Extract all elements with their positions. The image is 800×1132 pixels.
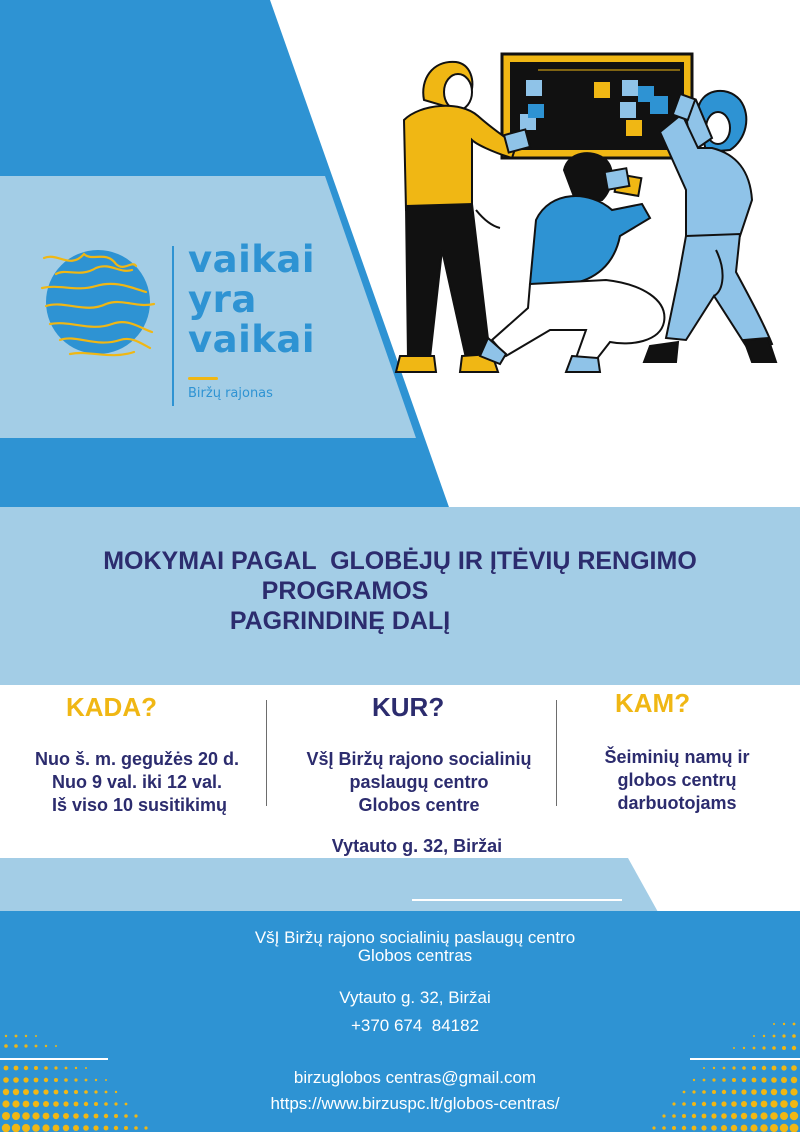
when-details xyxy=(12,748,262,817)
logo-divider xyxy=(172,246,174,406)
logo-subtitle: Biržų rajonas xyxy=(188,386,273,401)
whom-line: Šeiminių namų ir xyxy=(604,747,750,767)
when-line: Nuo 9 val. iki 12 val. xyxy=(51,772,223,792)
footer-rule xyxy=(412,899,622,901)
logo-underline xyxy=(188,377,218,380)
when-line: Iš viso 10 susitikimų xyxy=(46,795,228,815)
corkboard-illustration xyxy=(502,54,692,158)
when-line: Nuo š. m. gegužės 20 d. xyxy=(34,749,240,769)
footer-org-line2: Globos centras xyxy=(357,946,473,965)
footer-website[interactable]: https://www.birzuspc.lt/globos-centras/ xyxy=(270,1094,560,1113)
logo-line1: vaikai xyxy=(188,238,316,281)
whom-line: globos centrų xyxy=(617,770,737,790)
scribble-globe-icon xyxy=(36,244,160,362)
column-divider-2 xyxy=(556,700,557,806)
where-line: VšĮ Biržų rajono socialinių xyxy=(306,749,532,769)
event-address: Vytauto g. 32, Biržai xyxy=(331,836,503,856)
where-details xyxy=(280,748,558,817)
footer-email[interactable]: birzuglobos centras@gmail.com xyxy=(293,1068,537,1087)
whom-details xyxy=(572,746,782,815)
whom-line: darbuotojams xyxy=(617,793,737,813)
footer-org-line1: VšĮ Biržų rajono socialinių paslaugų centro xyxy=(254,928,576,947)
logo-wordmark xyxy=(188,240,315,360)
headline-line1: MOKYMAI PAGAL GLOBĖJŲ IR ĮTĖVIŲ RENGIMO xyxy=(103,547,697,575)
logo-line3: vaikai xyxy=(188,318,316,361)
where-line: paslaugų centro xyxy=(349,772,489,792)
pre-footer-strip xyxy=(0,858,658,912)
when-title: KADA? xyxy=(66,692,157,722)
footer-rule-left xyxy=(0,1058,108,1060)
column-divider-1 xyxy=(266,700,267,806)
footer-rule-right xyxy=(690,1058,800,1060)
headline-line3: PAGRINDINĘ DALĮ xyxy=(229,607,451,635)
where-line: Globos centre xyxy=(358,795,480,815)
whom-title: KAM? xyxy=(615,688,691,718)
kneeling-woman-figure xyxy=(480,153,664,372)
people-illustration xyxy=(380,40,790,380)
headline-line2: PROGRAMOS xyxy=(261,577,429,605)
headline xyxy=(0,546,800,636)
footer-address: Vytauto g. 32, Biržai xyxy=(339,988,491,1007)
where-title: KUR? xyxy=(372,692,445,722)
footer-phone: +370 674 84182 xyxy=(350,1016,480,1035)
logo-line2: yra xyxy=(188,278,257,321)
